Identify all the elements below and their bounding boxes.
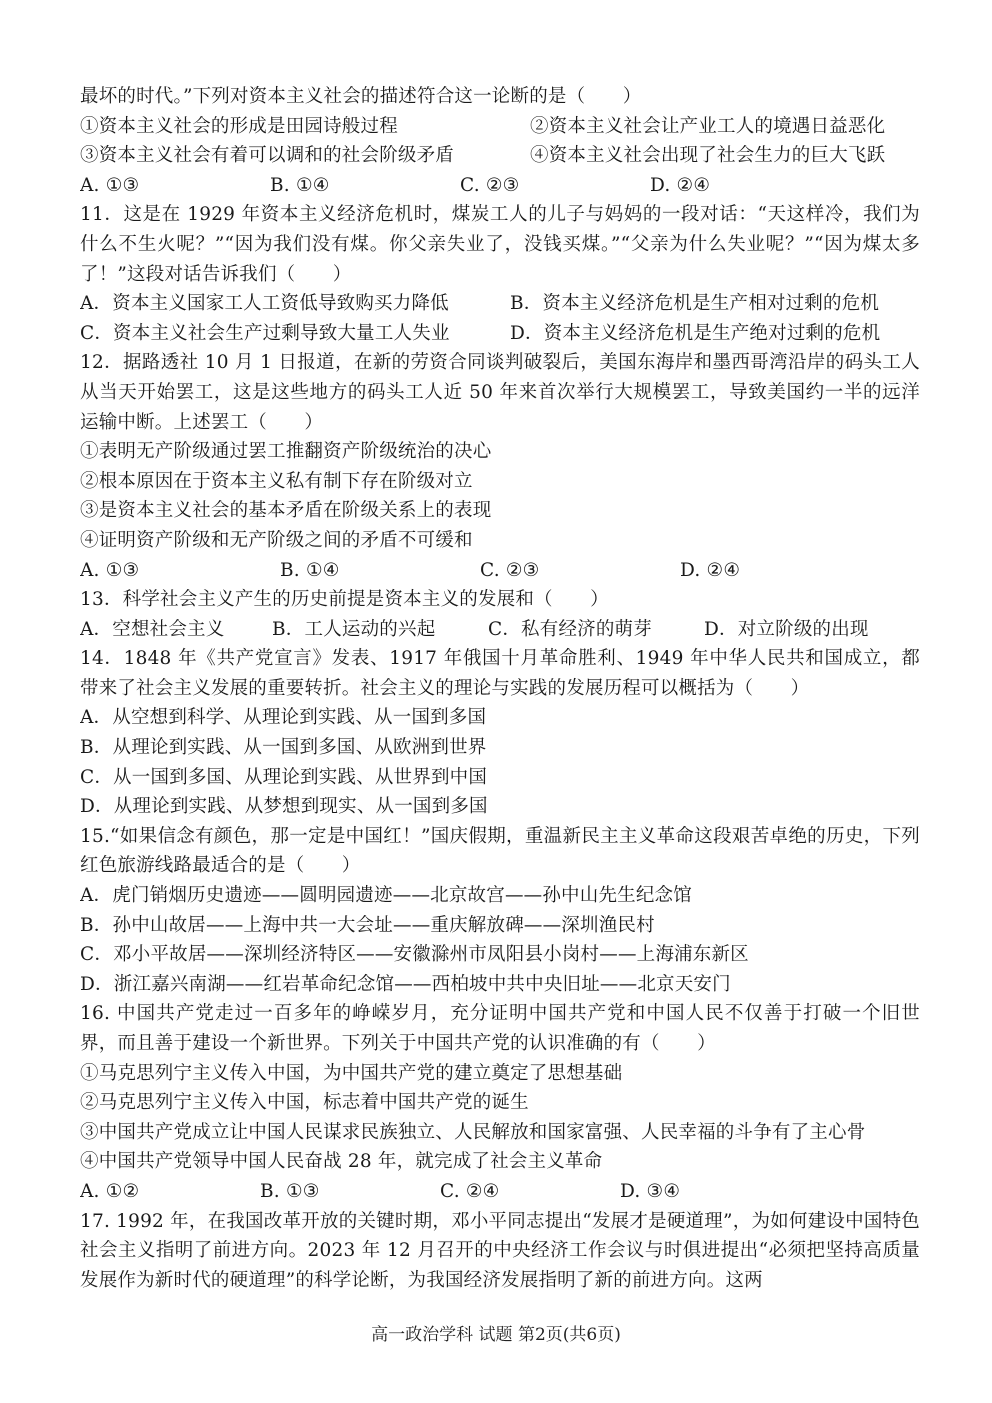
q10-statement-1: ①资本主义社会的形成是田园诗般过程: [80, 115, 398, 137]
q15-option-c: C．邓小平故居——深圳经济特区——安徽滁州市凤阳县小岗村——上海浦东新区: [80, 944, 749, 966]
q15-stem: 15.“如果信念有颜色，那一定是中国红！”国庆假期，重温新民主主义革命这段艰苦卓绝的历史，下列红色旅游线路最适合的是（ ）: [80, 825, 920, 877]
q16-statement-1: ①马克思列宁主义传入中国，为中国共产党的建立奠定了思想基础: [80, 1062, 623, 1084]
q16-statement-2: ②马克思列宁主义传入中国，标志着中国共产党的诞生: [80, 1092, 529, 1114]
q10-option-b: B. ①④: [270, 174, 330, 196]
q11-option-d: D．资本主义经济危机是生产绝对过剩的危机: [510, 322, 881, 344]
page-footer: 高一政治学科 试题 第2页(共6页): [371, 1325, 621, 1345]
q12-options: [80, 556, 920, 586]
q12-option-b: B. ①④: [280, 559, 340, 581]
q10-statement-2: ②资本主义社会让产业工人的境遇日益恶化: [530, 115, 886, 137]
q15-option-a: A．虎门销烟历史遗迹——圆明园遗迹——北京故宫——孙中山先生纪念馆: [80, 885, 692, 907]
q10-statements-row-1: [80, 112, 920, 142]
q16-option-d: D. ③④: [620, 1180, 681, 1202]
q14-option-d: D．从理论到实践、从梦想到现实、从一国到多国: [80, 796, 488, 818]
q16-statement-4: ④中国共产党领导中国人民奋战 28 年，就完成了社会主义革命: [80, 1151, 603, 1173]
q16-option-a: A. ①②: [80, 1180, 140, 1202]
q12-option-c: C. ②③: [480, 559, 540, 581]
q10-stem: 最坏的时代。”下列对资本主义社会的描述符合这一论断的是（ ）: [80, 86, 642, 107]
q11-option-a: A．资本主义国家工人工资低导致购买力降低: [80, 293, 449, 315]
q15-option-b: B．孙中山故居——上海中共一大会址——重庆解放碑——深圳渔民村: [80, 914, 655, 936]
q12-statement-4: ④证明资产阶级和无产阶级之间的矛盾不可缓和: [80, 529, 473, 551]
q15-option-d: D．浙江嘉兴南湖——红岩革命纪念馆——西柏坡中共中央旧址——北京天安门: [80, 973, 731, 995]
q10-option-a: A. ①③: [80, 174, 140, 196]
q16-option-b: B. ①③: [260, 1180, 320, 1202]
q10-options: [80, 171, 920, 201]
q12-statement-3: ③是资本主义社会的基本矛盾在阶级关系上的表现: [80, 500, 492, 522]
q14-option-a: A．从空想到科学、从理论到实践、从一国到多国: [80, 707, 487, 729]
q10-statement-3: ③资本主义社会有着可以调和的社会阶级矛盾: [80, 145, 455, 167]
question-area: [80, 82, 920, 1295]
q12-statement-1: ①表明无产阶级通过罢工推翻资产阶级统治的决心: [80, 441, 492, 463]
q16-stem: 16. 中国共产党走过一百多年的峥嵘岁月，充分证明中国共产党和中国人民不仅善于打破一个旧世界，而且善于建设一个新世界。下列关于中国共产党的认识准确的有（ ）: [80, 1003, 920, 1054]
q11-stem: 11．这是在 1929 年资本主义经济危机时，煤炭工人的儿子与妈妈的一段对话：“天这样冷，我们为什么不生火呢？”“因为我们没有煤。你父亲失业了，没钱买煤。”“父亲为什么失业呢？”“因为煤太多了！”这段对话告诉我们（ ）: [80, 204, 920, 285]
q13-option-a: A．空想社会主义: [80, 618, 225, 640]
q14-option-b: B．从理论到实践、从一国到多国、从欧洲到世界: [80, 737, 487, 759]
q13-option-b: B．工人运动的兴起: [272, 618, 436, 640]
q14-stem: 14．1848 年《共产党宣言》发表、1917 年俄国十月革命胜利、1949 年中华人民共和国成立，都带来了社会主义发展的重要转折。社会主义的理论与实践的发展历程可以概括为（ ）: [80, 648, 920, 699]
q16-option-c: C. ②④: [440, 1180, 500, 1202]
q13-option-c: C．私有经济的萌芽: [488, 618, 652, 640]
q17-stem: 17. 1992 年，在我国改革开放的关键时期，邓小平同志提出“发展才是硬道理”，为如何建设中国特色社会主义指明了前进方向。2023 年 12 月召开的中央经济工作会议与时俱进提出“必须把坚持高质量发展作为新时代的硬道理”的科学论断，为我国经济发展指明了新的前进方向。这两: [80, 1210, 920, 1291]
q16-statement-3: ③中国共产党成立让中国人民谋求民族独立、人民解放和国家富强、人民幸福的斗争有了主心骨: [80, 1121, 866, 1143]
q14-option-c: C．从一国到多国、从理论到实践、从世界到中国: [80, 766, 488, 788]
q13-options: [80, 615, 920, 645]
q12-stem: 12．据路透社 10 月 1 日报道，在新的劳资合同谈判破裂后，美国东海岸和墨西哥湾沿岸的码头工人从当天开始罢工，这是这些地方的码头工人近 50 年来首次举行大规模罢工，导致美国约一半的远洋运输中断。上述罢工（ ）: [80, 352, 920, 433]
q10-option-d: D. ②④: [650, 174, 711, 196]
q13-option-d: D．对立阶级的出现: [704, 618, 869, 640]
q16-options: [80, 1177, 920, 1207]
q10-option-c: C. ②③: [460, 174, 520, 196]
q12-option-d: D. ②④: [680, 559, 741, 581]
q11-option-c: C．资本主义社会生产过剩导致大量工人失业: [80, 322, 450, 344]
q13-stem: 13．科学社会主义产生的历史前提是资本主义的发展和（ ）: [80, 589, 609, 611]
q11-options-row-2: [80, 319, 920, 349]
q11-options-row-1: [80, 289, 920, 319]
q10-statement-4: ④资本主义社会出现了社会生力的巨大飞跃: [530, 145, 886, 167]
q11-option-b: B．资本主义经济危机是生产相对过剩的危机: [510, 293, 880, 315]
q12-statement-2: ②根本原因在于资本主义私有制下存在阶级对立: [80, 470, 473, 492]
q10-statements-row-2: [80, 141, 920, 171]
q12-option-a: A. ①③: [80, 559, 140, 581]
